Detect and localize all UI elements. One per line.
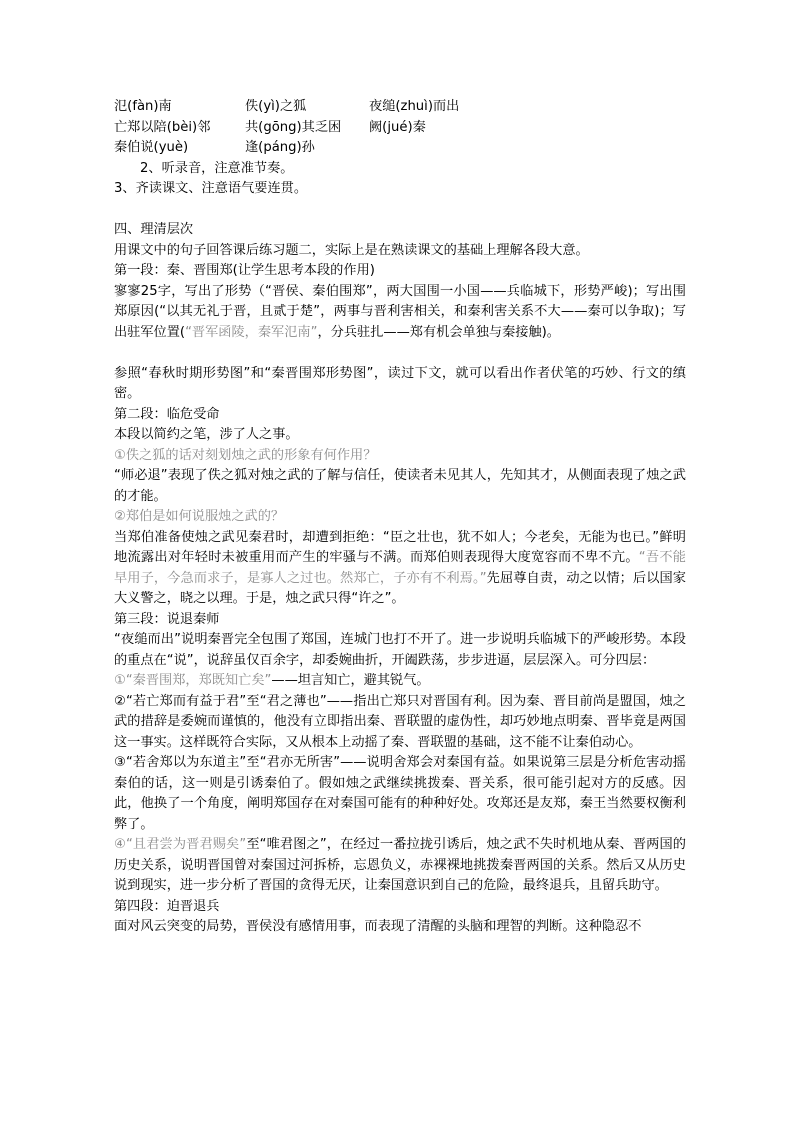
answer-2 [114, 528, 686, 610]
layer-4 [114, 835, 686, 897]
paragraph-1-analysis [114, 282, 686, 344]
text: ，分兵驻扎——郑有机会单独与秦接触)。 [317, 324, 560, 340]
paragraph-title: 第一段：秦、晋围郑(让学生思考本段的作用) [114, 263, 375, 278]
pron-row [114, 118, 686, 139]
quote-gray: “晋军函陵，秦军氾南” [185, 324, 318, 340]
text: 先屈尊自责，动之以情；后以国家大义警之，晓之以理。于是，烛之武只得“许之”。 [114, 570, 686, 606]
paragraph-intro: “夜缒而出”说明秦晋完全包围了郑国，连城门也打不开了。进一步说明兵临城下的严峻形势。本段的重点在“说”，说辞虽仅百余字，却委婉曲折，开阖跌荡，步步进逼，层层深入。可分四层： [114, 632, 686, 668]
spacer [114, 200, 686, 221]
pron-item: 佚(yì)之狐 [245, 99, 307, 114]
pron-item: 阙(jué)秦 [369, 119, 426, 135]
answer-1: “师必退”表现了佚之狐对烛之武的了解与信任，使读者未见其人，先知其才，从侧面表现了烛之武的才能。 [114, 468, 686, 504]
layer-2: ②“若亡郑而有益于君”至“君之薄也”——指出亡郑只对晋国有利。因为秦、晋目前尚是盟国，烛之武的措辞是委婉而谨慎的，他没有立即指出秦、晋联盟的虚伪性，却巧妙地点明秦、晋毕竟是两国这一事实。这样既符合实际，又从根本上动摇了秦、晋联盟的基础，这不能不让秦伯动心。 [114, 693, 686, 750]
text: 当郑伯准备使烛之武见秦君时，却遭到拒绝：“臣之壮也，犹不如人；今老矣，无能为也已。”鲜明地流露出对年轻时未被重用而产生的牢骚与不满。而郑伯则表现得大度宽容而不卑不亢。 [114, 529, 686, 565]
pron-item: 秦伯说(yuè) [114, 140, 189, 155]
paragraph-title: 第二段：临危受命 [114, 406, 220, 422]
paragraph-title: 第四段：迫晋退兵 [114, 898, 220, 914]
document-page [114, 97, 686, 938]
reference-note: 参照“春秋时期形势图”和“秦晋围郑形势图”，读过下文，就可以看出作者伏笔的巧妙、行文的缜密。 [114, 365, 686, 401]
pron-row [114, 97, 686, 118]
layer-1 [114, 671, 686, 692]
text: 至“唯君图之”，在经过一番拉拢引诱后，烛之武不失时机地从秦、晋两国的历史关系，说明晋国曾对秦国过河拆桥，忘恩负义，赤裸裸地挑拨秦晋两国的关系。然后又从历史说到现实，进一步分析了晋国的贪得无厌，让秦国意识到自己的危险，最终退兵，且留兵助守。 [114, 837, 686, 893]
pron-item: 氾(fàn)南 [114, 99, 172, 114]
spacer [114, 343, 686, 364]
step-3: 3、齐读课文、注意语气要连贯。 [114, 181, 308, 196]
pron-item: 逢(páng)孙 [245, 140, 315, 155]
pron-item: 夜缒(zhuì)而出 [369, 99, 460, 114]
paragraph-4-analysis: 面对风云突变的局势，晋侯没有感情用事，而表现了清醒的头脑和理智的判断。这种隐忍不 [114, 919, 642, 934]
text: 寥寥25字，写出了形势（“晋侯、秦伯围郑”，两大国围一小国——兵临城下，形势严峻)；写出围郑原因(“以其无礼于晋，且贰于楚”，两事与晋利害相关，和秦利害关系不大——秦可以争取)；写出驻军位置( [114, 283, 686, 340]
paragraph-intro: 本段以简约之笔，涉了人之事。 [114, 427, 299, 442]
quote-gray: ④“且君尝为晋君赐矣” [114, 837, 247, 852]
section-intro: 用课文中的句子回答课后练习题二，实际上是在熟读课文的基础上理解各段大意。 [114, 242, 589, 258]
paragraph-title: 第三段：说退秦师 [114, 611, 220, 627]
quote-gray: ①“秦晋围郑，郑既知亡矣” [114, 673, 272, 688]
question-1: ①佚之狐的话对刻划烛之武的形象有何作用？ [114, 447, 377, 463]
pron-item: 共(gōng)其乏困 [245, 119, 342, 135]
quote-gray: “吾不能早用子，今急而求子，是寡人之过也。然郑亡，子亦有不利焉。” [114, 550, 686, 586]
layer-3: ③“若舍郑以为东道主”至“君亦无所害”——说明舍郑会对秦国有益。如果说第三层是分析危害动摇秦伯的话，这一则是引诱秦伯了。假如烛之武继续挑拨秦、晋关系，很可能引起对方的反感。因此，他换了一个角度，阐明郑国存在对秦国可能有的种种好处。攻郑还是友郑，秦王当然要权衡利弊了。 [114, 755, 686, 832]
section-title: 四、理清层次 [114, 222, 194, 237]
pron-row [114, 138, 686, 159]
step-2: 2、听录音，注意准节奏。 [140, 160, 294, 176]
question-2: ②郑伯是如何说服烛之武的？ [114, 509, 285, 524]
text: ——坦言知亡，避其锐气。 [271, 673, 430, 688]
pron-item: 亡郑以陪(bèi)邻 [114, 119, 211, 135]
